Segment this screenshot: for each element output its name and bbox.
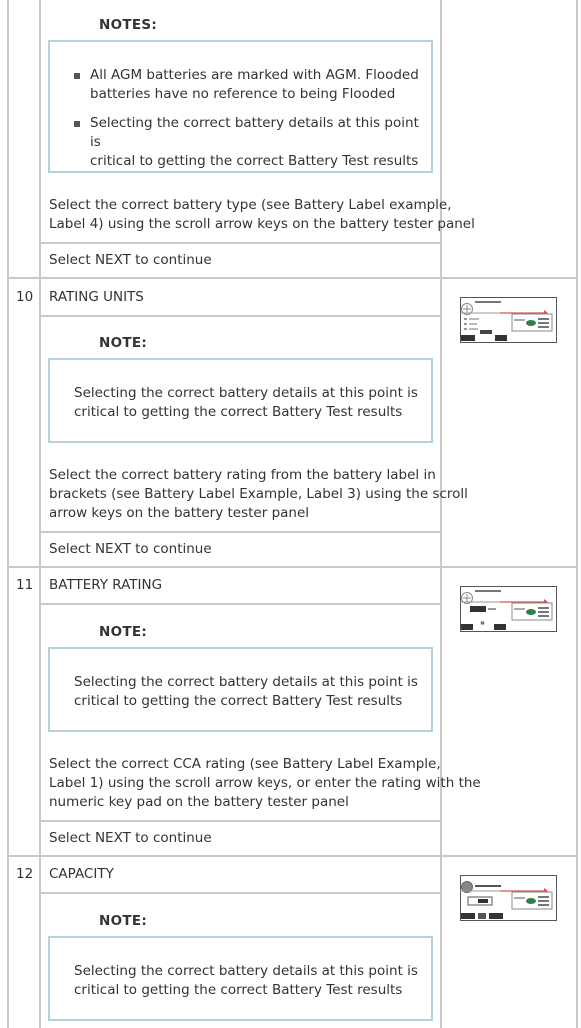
instruction-text: Select the correct battery type (see Battery Label example, Label 4) using the scroll arrow keys on the battery tester panel bbox=[49, 197, 475, 232]
step-title: BATTERY RATING bbox=[49, 577, 163, 593]
step-title: CAPACITY bbox=[49, 866, 114, 882]
note-bullet: All AGM batteries are marked with AGM. Flooded batteries have no reference to being Flooded bbox=[72, 66, 421, 104]
column-divider-number bbox=[39, 0, 41, 1028]
instruction-text: Select the correct CCA rating (see Battery Label Example, Label 1) using the scroll arrow keys, or enter the rating with the numeric key pad on the battery tester panel bbox=[49, 756, 481, 810]
battery-rating-screen-image bbox=[460, 586, 557, 632]
row-divider bbox=[39, 315, 442, 317]
next-instruction: Select NEXT to continue bbox=[49, 252, 212, 268]
step-divider-10 bbox=[7, 277, 578, 279]
note-title: NOTE: bbox=[99, 335, 148, 351]
note-box: Selecting the correct battery details at this point is critical to getting the correct Battery Test results bbox=[48, 358, 433, 443]
step-number: 11 bbox=[16, 577, 34, 593]
note-bullet: Selecting the correct battery details at this point is critical to getting the correct Battery Test results bbox=[72, 114, 421, 171]
row-divider bbox=[39, 603, 442, 605]
table-border-right bbox=[576, 0, 578, 1028]
rating-units-screen-image bbox=[460, 297, 557, 343]
step-divider-11 bbox=[7, 566, 578, 568]
capacity-screen-image bbox=[460, 875, 557, 921]
row-divider bbox=[39, 242, 442, 244]
notes-title: NOTES: bbox=[99, 17, 158, 33]
note-title: NOTE: bbox=[99, 913, 148, 929]
notes-box bbox=[48, 40, 433, 173]
step-divider-12 bbox=[7, 855, 578, 857]
next-instruction: Select NEXT to continue bbox=[49, 541, 212, 557]
step-number: 10 bbox=[16, 289, 34, 305]
table-border-left bbox=[7, 0, 9, 1028]
row-divider bbox=[39, 892, 442, 894]
step-title: RATING UNITS bbox=[49, 289, 144, 305]
note-box: Selecting the correct battery details at this point is critical to getting the correct Battery Test results bbox=[48, 936, 433, 1021]
row-divider bbox=[39, 820, 442, 822]
step-number: 12 bbox=[16, 866, 34, 882]
note-title: NOTE: bbox=[99, 624, 148, 640]
note-box: Selecting the correct battery details at this point is critical to getting the correct Battery Test results bbox=[48, 647, 433, 732]
next-instruction: Select NEXT to continue bbox=[49, 830, 212, 846]
row-divider bbox=[39, 531, 442, 533]
instruction-text: Select the correct battery rating from the battery label in brackets (see Battery Label Example, Label 3) using the scroll arrow keys on the battery tester panel bbox=[49, 467, 468, 521]
